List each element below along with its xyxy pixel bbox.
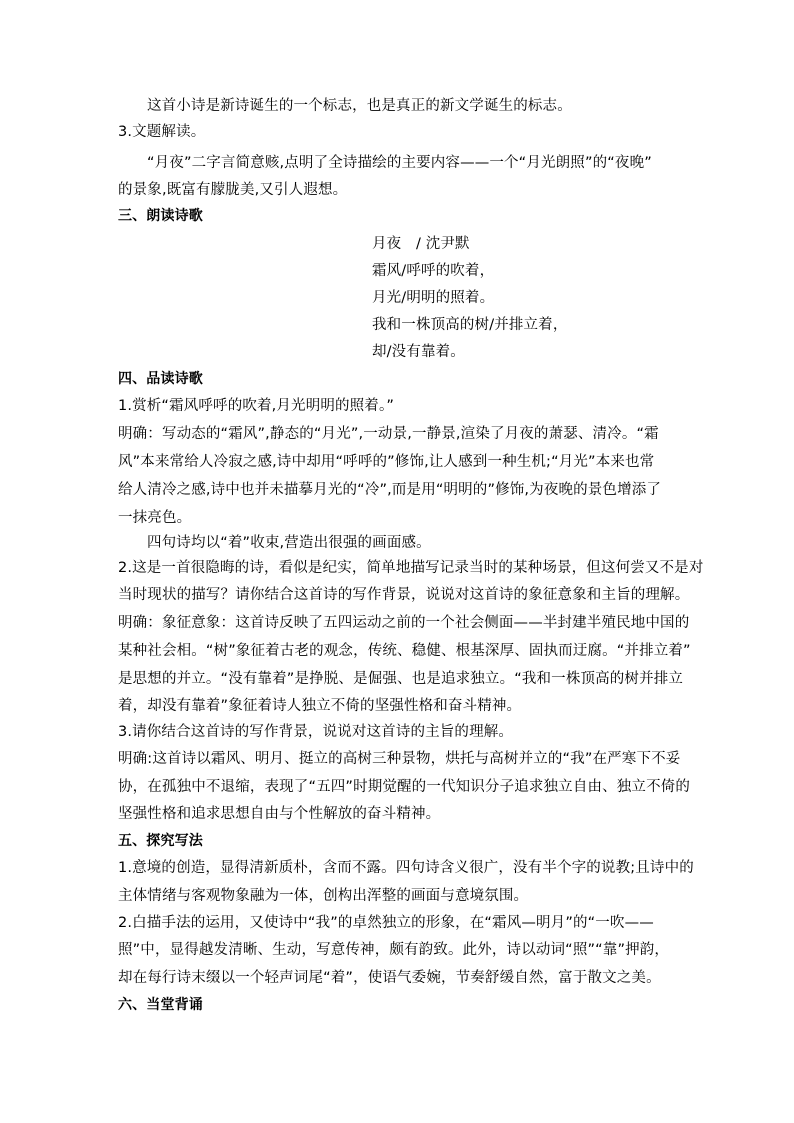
- paragraph-line: 3.文题解读。: [118, 124, 206, 140]
- paragraph-line: “月夜”二字言简意赅,点明了全诗描绘的主要内容——一个“月光朗照”的“夜晚”: [147, 155, 652, 171]
- poem-line: 我和一株顶高的树/并排立着，: [372, 317, 568, 333]
- paragraph-line: 3.请你结合这首诗的写作背景，说说对这首诗的主旨的理解。: [118, 724, 514, 740]
- paragraph-line: 风”本来常给人冷寂之感,诗中却用“呼呼的”修饰,让人感到一种生机;“月光”本来也常: [118, 454, 655, 470]
- paragraph-line: 坚强性格和追求思想自由与个性解放的奋斗精神。: [118, 806, 441, 822]
- section-heading: 五、探究写法: [118, 833, 203, 849]
- section-heading: 四、品读诗歌: [118, 371, 203, 387]
- paragraph-line: 当时现状的描写？请你结合这首诗的写作背景，说说对这首诗的象征意象和主旨的理解。: [118, 587, 690, 603]
- paragraph-line: 却在每行诗末缀以一个轻声词尾“着”，使语气委婉，节奏舒缓自然，富于散文之美。: [118, 970, 661, 986]
- section-heading: 三、朗读诗歌: [118, 208, 203, 224]
- paragraph-line: 明确:这首诗以霜风、明月、挺立的高树三种景物，烘托与高树并立的“我”在严寒下不妥: [118, 751, 681, 767]
- paragraph-line: 着，却没有靠着”象征着诗人独立不倚的坚强性格和奋斗精神。: [118, 698, 522, 714]
- paragraph-line: 四句诗均以“着”收束,营造出很强的画面感。: [147, 535, 431, 551]
- paragraph-line: 明确：写动态的“霜风”,静态的“月光”,一动景,一静景,渲染了月夜的萧瑟、清冷。“霜: [118, 426, 659, 442]
- paragraph-line: 2.白描手法的运用，又使诗中“我”的卓然独立的形象，在“霜风—明月”的“一吹——: [118, 915, 654, 931]
- paragraph-line: 主体情绪与客观物象融为一体，创构出浑整的画面与意境氛围。: [118, 888, 529, 904]
- paragraph-line: 1.意境的创造，显得清新质朴，含而不露。四句诗含义很广，没有半个字的说教;且诗中的: [118, 860, 694, 876]
- section-heading: 六、当堂背诵: [118, 997, 203, 1013]
- paragraph-line: 2.这是一首很隐晦的诗，看似是纪实，简单地描写记录当时的某种场景，但这何尝又不是对: [118, 560, 704, 576]
- paragraph-line: 照”中，显得越发清晰、生动，写意传神，颇有韵致。此外，诗以动词“照”“靠”押韵，: [118, 942, 670, 958]
- paragraph-line: 某种社会相。“树”象征着古老的观念，传统、稳健、根基深厚、固执而迂腐。“并排立着”: [118, 643, 691, 659]
- poem-line: 月光/明明的照着。: [372, 290, 495, 306]
- paragraph-line: 明确：象征意象：这首诗反映了五四运动之前的一个社会侧面——半封建半殖民地中国的: [118, 615, 690, 631]
- paragraph-line: 的景象,既富有朦胧美,又引人遐想。: [118, 182, 348, 198]
- paragraph-line: 这首小诗是新诗诞生的一个标志，也是真正的新文学诞生的标志。: [147, 98, 572, 114]
- paragraph-line: 1.赏析“霜风呼呼的吹着,月光明明的照着。”: [118, 398, 395, 414]
- poem-line: 霜风/呼呼的吹着，: [372, 263, 495, 279]
- paragraph-line: 给人清冷之感,诗中也并未描摹月光的“冷”,而是用“明明的”修饰,为夜晚的景色增添了: [118, 482, 662, 498]
- paragraph-line: 协，在孤独中不退缩，表现了“五四”时期觉醒的一代知识分子追求独立自由、独立不倚的: [118, 779, 691, 795]
- paragraph-line: 是思想的并立。“没有靠着”是挣脱、是倔强、也是追求独立。“我和一株顶高的树并排立: [118, 671, 684, 687]
- poem-title: 月夜 / 沈尹默: [372, 236, 470, 252]
- poem-line: 却/没有靠着。: [372, 344, 465, 360]
- paragraph-line: 一抹亮色。: [118, 510, 192, 526]
